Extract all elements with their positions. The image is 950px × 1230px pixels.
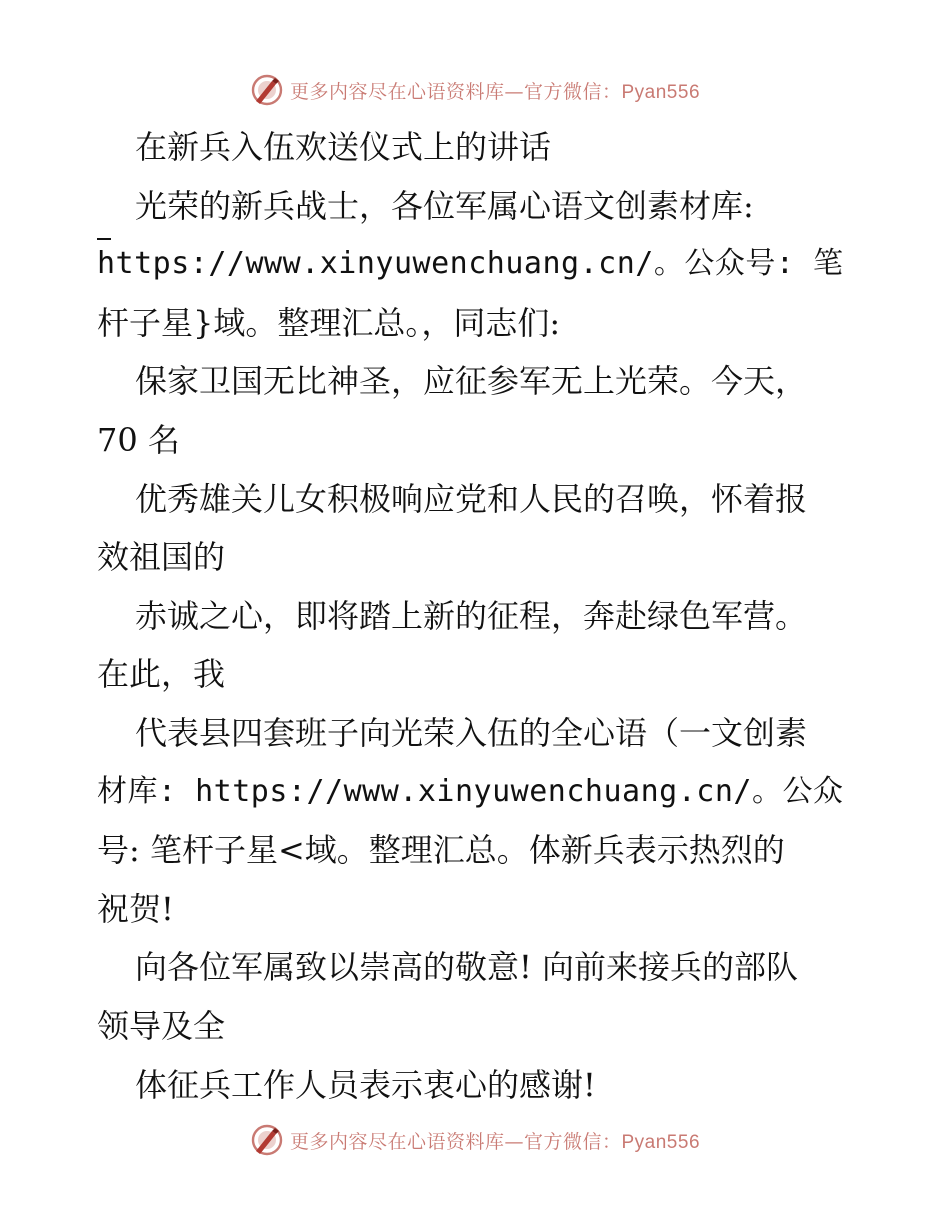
paragraph-line: 祝贺! bbox=[97, 889, 174, 928]
footer-banner bbox=[0, 1120, 950, 1160]
paragraph-line: 向各位军属致以崇高的敬意! 向前来接兵的部队 bbox=[135, 948, 799, 987]
paragraph-line: 效祖国的 bbox=[97, 538, 226, 577]
pen-logo-icon bbox=[250, 73, 284, 107]
paragraph-line: 体征兵工作人员表示衷心的感谢! bbox=[135, 1065, 596, 1104]
paragraph-line: 赤诚之心，即将踏上新的征程，奔赴绿色军营。 bbox=[135, 596, 808, 635]
paragraph-line: 在此，我 bbox=[97, 655, 226, 694]
paragraph-line: 代表县四套班子向光荣入伍的全心语（一文创素 bbox=[135, 713, 808, 752]
document-title: 在新兵入伍欢送仪式上的讲话 bbox=[135, 128, 552, 166]
paragraph-line: https://www.xinyuwenchuang.cn/。公众号: 笔 bbox=[97, 246, 844, 282]
paragraph-line: 优秀雄关儿女积极响应党和人民的召唤，怀着报 bbox=[135, 479, 808, 518]
paragraph-line: 保家卫国无比神圣，应征参军无上光荣。今天， bbox=[135, 362, 808, 401]
header-banner bbox=[0, 70, 950, 110]
paragraph-line: 光荣的新兵战士，各位军属心语文创素材库: bbox=[135, 186, 754, 225]
pen-logo-icon bbox=[250, 1123, 284, 1157]
banner-text: 更多内容尽在心语资料库—官方微信：Pyan556 bbox=[289, 80, 701, 103]
paragraph-line: 材库: https://www.xinyuwenchuang.cn/。公众 bbox=[97, 773, 844, 809]
paragraph-line: 领导及全 bbox=[97, 1006, 226, 1045]
banner-text: 更多内容尽在心语资料库—官方微信：Pyan556 bbox=[289, 1130, 701, 1153]
paragraph-line: 杆子星}域。整理汇总。，同志们: bbox=[97, 303, 561, 342]
paragraph-line: 号: 笔杆子星<域。整理汇总。体新兵表示热烈的 bbox=[97, 831, 785, 870]
paragraph-line: 70 名 bbox=[97, 420, 180, 459]
document-body bbox=[97, 118, 857, 1114]
